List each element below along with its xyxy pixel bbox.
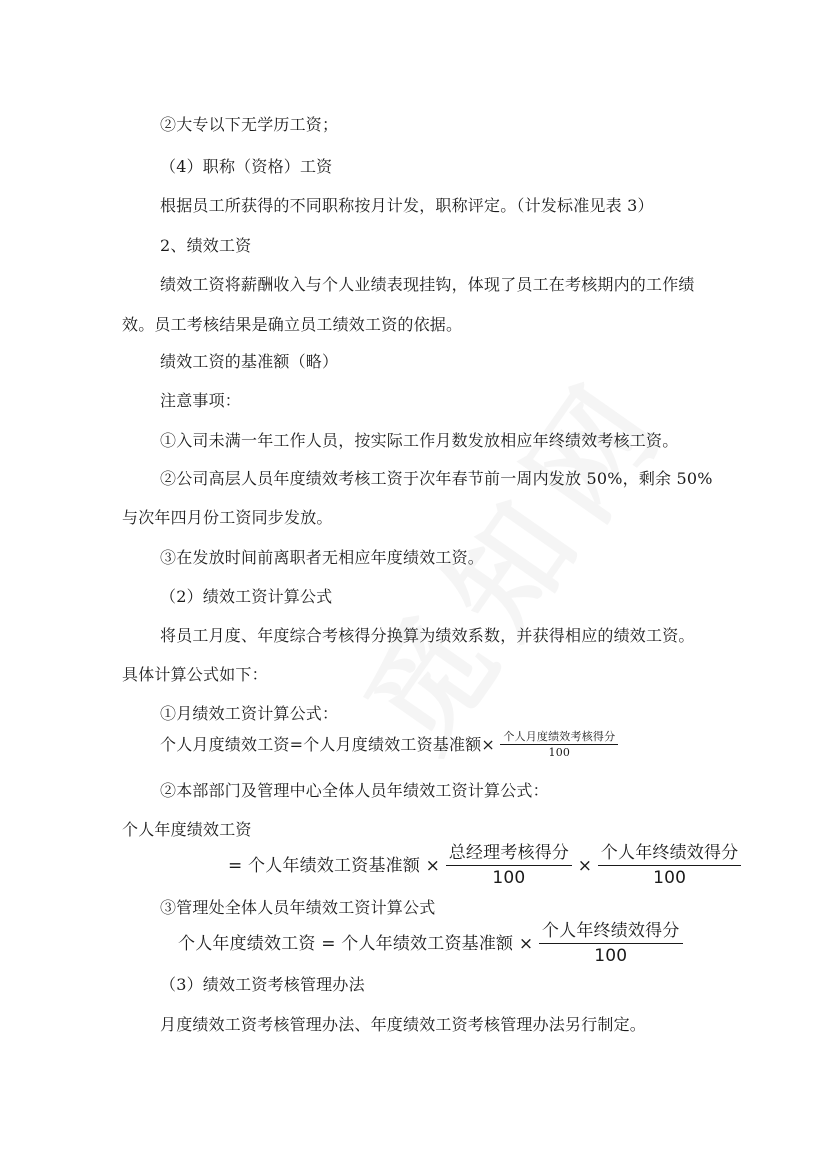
formula-annual-fraction-1	[446, 842, 572, 889]
formula-annual-prefix: = 个人年绩效工资基准额 ×	[228, 855, 441, 876]
paragraph-formula-2: 具体计算公式如下：	[122, 665, 268, 684]
formula-monthly	[160, 730, 618, 759]
heading-performance-salary: 2、绩效工资	[160, 236, 252, 255]
heading-office-formula: ③管理处全体人员年绩效工资计算公式	[160, 898, 436, 917]
formula-annual-numerator-1: 总经理考核得分	[446, 842, 572, 866]
note-item-1: ①入司未满一年工作人员，按实际工作月数发放相应年终绩效考核工资。	[160, 431, 679, 450]
heading-monthly-formula: ①月绩效工资计算公式：	[160, 704, 339, 723]
heading-title-salary: （4）职称（资格）工资	[160, 157, 333, 176]
note-item-2-cont: 与次年四月份工资同步发放。	[122, 508, 333, 527]
heading-management-method: （3）绩效工资考核管理办法	[160, 975, 365, 994]
paragraph-performance-2: 效。员工考核结果是确立员工绩效工资的依据。	[122, 315, 463, 334]
formula-office	[178, 920, 683, 967]
formula-annual-lhs: 个人年度绩效工资	[122, 820, 252, 839]
heading-notes: 注意事项：	[160, 391, 242, 410]
formula-office-numerator: 个人年终绩效得分	[539, 920, 683, 944]
paragraph-title-salary: 根据员工所获得的不同职称按月计发，职称评定。（计发标准见表 3）	[160, 196, 654, 215]
formula-monthly-lhs: 个人月度绩效工资=个人月度绩效工资基准额×	[160, 734, 496, 754]
line-base-amount: 绩效工资的基准额（略）	[160, 352, 339, 371]
heading-annual-formula: ②本部部门及管理中心全体人员年绩效工资计算公式：	[160, 781, 549, 800]
note-item-2: ②公司高层人员年度绩效考核工资于次年春节前一周内发放 50%，剩余 50%	[160, 469, 713, 488]
line-no-degree-salary: ②大专以下无学历工资；	[160, 115, 339, 134]
formula-office-prefix: 个人年度绩效工资 = 个人年绩效工资基准额 ×	[178, 933, 534, 954]
formula-annual-fraction-2	[598, 842, 742, 889]
formula-annual-numerator-2: 个人年终绩效得分	[598, 842, 742, 866]
paragraph-performance-1: 绩效工资将薪酬收入与个人业绩表现挂钩，体现了员工在考核期内的工作绩	[160, 275, 695, 294]
formula-annual-denominator-1: 100	[492, 868, 526, 888]
formula-annual-times: ×	[577, 855, 593, 876]
formula-monthly-denominator: 100	[548, 746, 571, 759]
formula-monthly-fraction	[500, 730, 618, 759]
formula-annual-denominator-2: 100	[653, 868, 687, 888]
paragraph-management-method: 月度绩效工资考核管理办法、年度绩效工资考核管理办法另行制定。	[160, 1015, 647, 1034]
formula-annual	[228, 842, 741, 889]
paragraph-formula-1: 将员工月度、年度综合考核得分换算为绩效系数，并获得相应的绩效工资。	[160, 626, 695, 645]
heading-formula: （2）绩效工资计算公式	[160, 587, 333, 606]
formula-monthly-numerator: 个人月度绩效考核得分	[500, 730, 618, 745]
note-item-3: ③在发放时间前离职者无相应年度绩效工资。	[160, 548, 485, 567]
formula-office-denominator: 100	[594, 946, 628, 966]
formula-office-fraction	[539, 920, 683, 967]
